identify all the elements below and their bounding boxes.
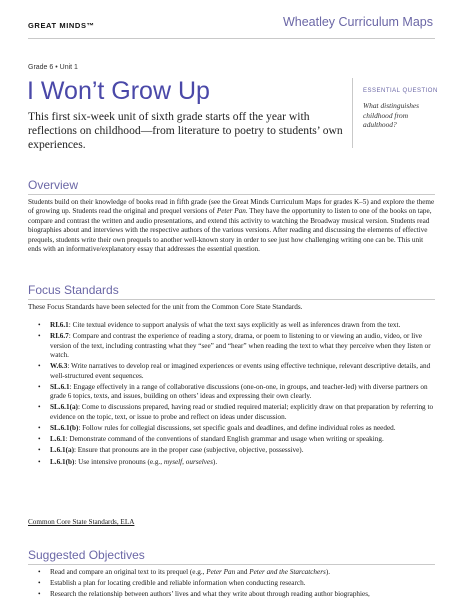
standard-code: L.6.1 bbox=[50, 435, 66, 444]
list-item bbox=[34, 435, 436, 444]
overview-heading: Overview bbox=[28, 178, 79, 192]
overview-divider bbox=[28, 194, 435, 195]
objectives-list bbox=[34, 568, 436, 600]
objective-title-2: Peter and the Starcatchers bbox=[249, 568, 326, 576]
list-item bbox=[34, 590, 436, 599]
overview-text-2: . They have the opportunity to listen to one of the books on tape, compare and contrast the written and audio presentations, and extend this activity to watching the Broadway musical version. Students read biographies about and interviews with the respective authors of the various versions. After reading and discussing the elements of effective prequels, students write their own prequels to another well-known story in order to see just how challenging writing one can be. This unit ends with an informative/explanatory essay that addresses the essential question. bbox=[28, 207, 432, 254]
objective-text: Research the relationship between authors’ lives and what they write about through reading author biographies, bbox=[50, 590, 370, 599]
list-item bbox=[34, 446, 436, 455]
focus-standards-heading: Focus Standards bbox=[28, 283, 119, 297]
list-item bbox=[34, 424, 436, 433]
essential-question-box bbox=[352, 78, 444, 148]
standard-text: : Use intensive pronouns (e.g., bbox=[74, 457, 164, 466]
unit-summary: This first six-week unit of sixth grade starts off the year with reflections on childhood—from literature to poetry to students’ own experiences. bbox=[28, 110, 343, 151]
standard-text: : Cite textual evidence to support analysis of what the text says explicitly as well as inferences drawn from the text. bbox=[68, 321, 401, 329]
standard-text-tail: ). bbox=[212, 457, 218, 466]
ccss-ela-link[interactable]: Common Core State Standards, ELA bbox=[28, 518, 135, 526]
standard-text: : Follow rules for collegial discussions, set specific goals and deadlines, and define individual roles as needed. bbox=[78, 424, 396, 433]
list-item bbox=[34, 362, 436, 381]
series-title: Wheatley Curriculum Maps bbox=[282, 15, 433, 29]
list-item bbox=[34, 321, 436, 330]
objective-text-mid: and bbox=[235, 568, 250, 576]
standard-text: : Demonstrate command of the conventions of standard English grammar and usage when writing or speaking. bbox=[65, 435, 384, 444]
objective-title-1: Peter Pan bbox=[206, 568, 236, 576]
objective-text: Establish a plan for locating credible and reliable information when conducting research. bbox=[50, 579, 306, 588]
focus-standards-intro: These Focus Standards have been selected for the unit from the Common Core State Standards. bbox=[28, 303, 303, 311]
essential-question-label: ESSENTIAL QUESTION bbox=[363, 88, 438, 94]
standard-text: : Engage effectively in a range of collaborative discussions (one-on-one, in groups, and teacher-led) with diverse partners on grade 6 topics, texts, and issues, building on others’ ideas and expressing their own clearly. bbox=[50, 382, 428, 401]
overview-title-peter-pan: Peter Pan bbox=[216, 207, 246, 216]
list-item bbox=[34, 458, 436, 467]
suggested-objectives-heading: Suggested Objectives bbox=[28, 548, 145, 562]
list-item bbox=[34, 332, 436, 360]
unit-title: I Won’t Grow Up bbox=[27, 77, 210, 105]
list-item bbox=[34, 383, 436, 402]
list-item bbox=[34, 579, 436, 588]
standard-text: : Compare and contrast the experience of reading a story, drama, or poem to listening to or viewing an audio, video, or live version of the text, including contrasting what they “see” and “hear” when reading the text to what they perceive when they listen or watch. bbox=[50, 332, 431, 360]
focus-standards-list bbox=[34, 321, 436, 469]
standard-code: SL.6.1 bbox=[50, 382, 70, 391]
focus-standards-divider bbox=[28, 299, 435, 300]
standard-text: : Come to discussions prepared, having read or studied required material; explicitly draw on that preparation by referring to evidence on the topic, text, or issue to probe and reflect on ideas under discussion. bbox=[50, 403, 434, 421]
standard-code: RI.6.1 bbox=[50, 321, 69, 329]
publisher-logo: GREAT MINDS™ bbox=[28, 21, 95, 30]
standard-code: L.6.1(a) bbox=[50, 446, 74, 455]
overview-body bbox=[28, 198, 436, 254]
standard-text: : Ensure that pronouns are in the proper case (subjective, objective, possessive). bbox=[73, 446, 304, 455]
page-header bbox=[0, 0, 463, 40]
overview-text-1: Students build on their knowledge of books read in fifth grade (see the Great Minds Curriculum Maps for grades K–5) and explore the theme of growing up. Students read the original and prequel versions of bbox=[28, 198, 435, 216]
objective-text-end: ). bbox=[325, 568, 331, 576]
essential-question-text: What distinguishes childhood from adulthood? bbox=[363, 101, 420, 129]
grade-unit-label: Grade 6 • Unit 1 bbox=[28, 64, 78, 71]
standard-text: : Write narratives to develop real or imagined experiences or events using effective technique, relevant descriptive details, and well-structured event sequences. bbox=[50, 362, 431, 380]
list-item bbox=[34, 403, 436, 422]
list-item bbox=[34, 568, 436, 577]
objectives-divider bbox=[28, 564, 435, 565]
standard-code: W.6.3 bbox=[50, 362, 68, 371]
standard-code: SL.6.1(b) bbox=[50, 424, 79, 433]
standard-code: RI.6.7 bbox=[50, 332, 69, 341]
objective-text: Read and compare an original text to its prequel (e.g., bbox=[50, 568, 207, 576]
header-divider bbox=[28, 38, 435, 39]
standard-code: SL.6.1(a) bbox=[50, 403, 78, 412]
standard-example: myself, ourselves bbox=[163, 457, 213, 466]
standard-code: L.6.1(b) bbox=[50, 457, 75, 466]
